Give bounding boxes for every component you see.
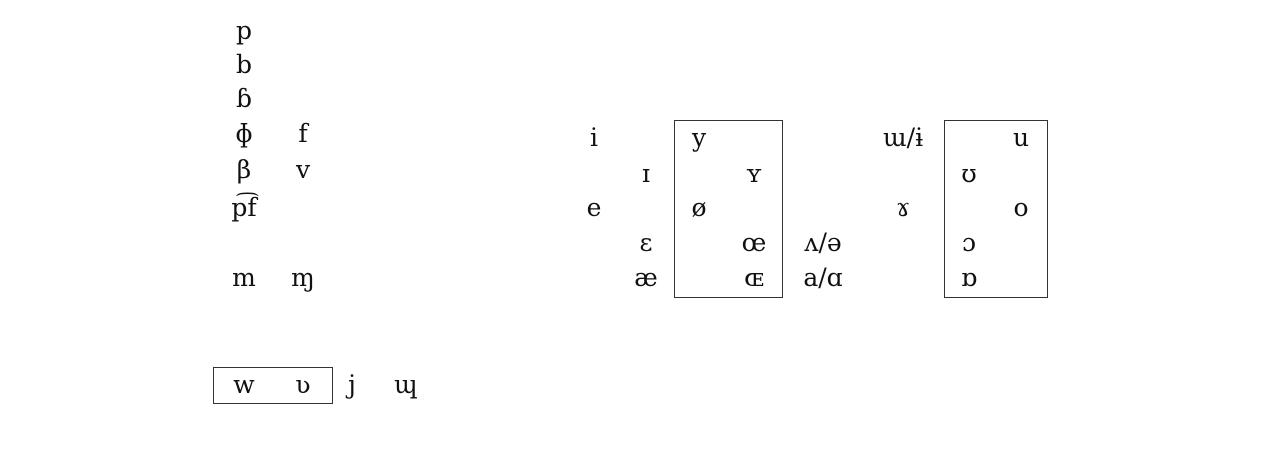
consonant-m: m <box>232 263 256 292</box>
vowel-open-o: ɔ <box>961 228 976 257</box>
vowel-open-e: ɛ <box>639 228 653 257</box>
vowel-small-cap-i: ɪ <box>642 159 650 188</box>
vowel-u: u <box>1012 123 1030 152</box>
vowel-rams-horn: ɤ <box>895 193 911 222</box>
approximant-v-hook: ʋ <box>295 370 311 399</box>
vowel-upsilon: ʊ <box>961 159 977 188</box>
vowel-e: e <box>586 193 602 222</box>
vowel-ash: æ <box>634 263 658 292</box>
vowel-small-cap-y: ʏ <box>745 159 763 188</box>
consonant-beta: β <box>236 155 252 184</box>
consonant-b-hook: ɓ <box>235 84 252 113</box>
approximant-w: w <box>233 370 255 399</box>
consonant-v: v <box>295 155 311 184</box>
vowel-wedge-schwa: ʌ/ə <box>804 228 842 257</box>
vowel-turned-script-a: ɒ <box>960 263 977 292</box>
vowel-i: i <box>590 123 598 152</box>
consonant-phi: ɸ <box>235 119 253 148</box>
vowel-small-cap-oe: ɶ <box>744 263 764 292</box>
consonant-f: f <box>298 119 308 148</box>
vowel-y: y <box>691 123 707 152</box>
approximant-turned-m-leg: ɰ <box>394 370 418 399</box>
vowel-turned-m-barred-i: ɯ/ɨ <box>882 123 924 152</box>
consonant-m-hook: ɱ <box>291 263 315 292</box>
consonant-pf-affricate: p͡f <box>231 193 257 222</box>
vowel-a-script-a: a/ɑ <box>803 263 843 292</box>
vowel-oe: œ <box>741 228 767 257</box>
consonant-b: b <box>235 50 252 79</box>
approximant-j: j <box>348 370 356 399</box>
vowel-o-slash: ø <box>691 193 707 222</box>
consonant-p: p <box>235 16 252 45</box>
vowel-o: o <box>1013 193 1029 222</box>
